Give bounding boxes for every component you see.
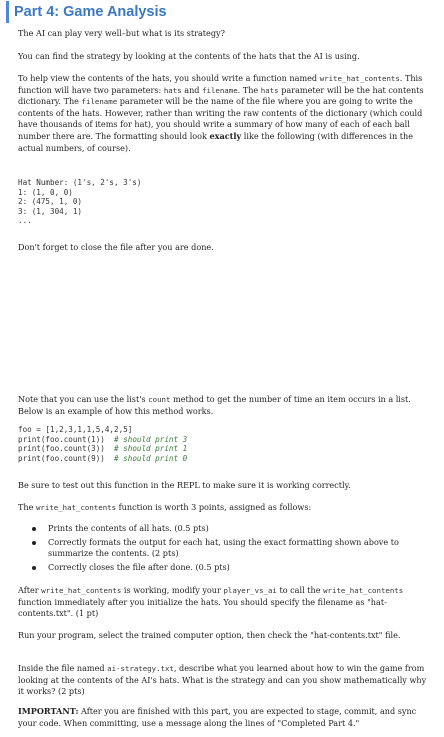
code-line: [18, 444, 187, 454]
close-file-paragraph: Don't forget to close the file after you are done.: [18, 242, 214, 252]
method-name: count: [148, 395, 171, 404]
sample-output-code: [18, 178, 141, 226]
text: , describe what you learned about how to win the game from looking at the contents of the AI's hats. What is the strategy and can you show mathematically why it works? (2 pts): [18, 663, 427, 697]
text: The: [18, 502, 34, 512]
text: Note that you can use the list's: [18, 394, 146, 404]
points-list: [18, 523, 428, 575]
text: to call the: [279, 585, 321, 595]
important-paragraph: [18, 706, 434, 729]
code-comment: # should print 0: [114, 453, 188, 463]
instructions-paragraph: [18, 73, 434, 154]
text: is working, modify your: [123, 585, 221, 595]
text: like the following (with differences in the actual numbers, of course).: [18, 130, 414, 153]
code-comment: # should print 3: [114, 434, 188, 444]
strategy-file-paragraph: [18, 663, 434, 698]
text: function immediately after you initialize the hats. You should specify the filename as "hat-contents.txt". (1 pt): [18, 596, 387, 619]
list-item-text: Correctly formats the output for each hat, using the exact formatting shown above to summarize the contents. (2 pts): [48, 536, 399, 559]
points-paragraph: [18, 502, 434, 514]
section-heading: Part 4: Game Analysis: [6, 1, 167, 23]
code: print(foo.count(9)): [18, 453, 105, 463]
file-name: ai-strategy.txt: [107, 664, 174, 673]
strategy-paragraph: You can find the strategy by looking at the contents of the hats that the AI is using.: [18, 51, 360, 61]
code-line: foo = [1,2,3,1,1,5,4,2,5]: [18, 425, 133, 434]
text: To help view the contents of the hats, you should write a function named: [18, 73, 318, 83]
list-item: [18, 562, 428, 574]
function-name: write_hat_contents: [319, 74, 400, 83]
bullet-icon: [32, 527, 36, 531]
code: print(foo.count(1)): [18, 434, 105, 444]
important-label: IMPORTANT:: [18, 706, 79, 716]
list-item: [18, 537, 428, 560]
function-name: player_vs_ai: [223, 586, 277, 595]
text: . This function will have two parameters:: [18, 73, 423, 95]
code-line: 1: (1, 0, 0): [18, 187, 73, 197]
list-item-text: Prints the contents of all hats. (0.5 pts): [48, 523, 209, 533]
param-name: filename: [81, 97, 118, 107]
param-name: hats: [260, 85, 279, 95]
text: . The: [237, 84, 259, 95]
text: Inside the file named: [18, 663, 105, 673]
example-code: [18, 425, 187, 463]
code-line: [18, 435, 187, 445]
code-line: ...: [18, 216, 32, 226]
text: and: [184, 84, 200, 95]
code-line: 3: (1, 304, 1): [18, 206, 83, 216]
text: parameter will be the hat contents dictionary. The: [18, 84, 424, 107]
count-method-paragraph: [18, 394, 434, 417]
param-name: filename: [202, 85, 238, 95]
list-item-text: Correctly closes the file after done. (0.5 pts): [48, 561, 230, 572]
text: After: [18, 585, 39, 595]
code-line: [18, 454, 187, 464]
text: parameter will be the name of the file where you are going to write the contents of the hats. However, rather than writing the raw contents of the dictionary (which could have thousands of items for hat), you should write a summary of how many of each of each ball number there are. The formatting should look: [18, 96, 423, 141]
run-paragraph: Run your program, select the trained computer option, then check the "hat-contents.txt" file.: [18, 630, 401, 640]
code-line: 2: (475, 1, 0): [18, 197, 83, 207]
function-name: write_hat_contents: [35, 503, 117, 512]
text: method to get the number of time an item occurs in a list. Below is an example of how this method works.: [18, 394, 411, 416]
function-name: write_hat_contents: [323, 586, 404, 595]
intro-paragraph: The AI can play very well–but what is its strategy?: [18, 28, 225, 38]
text: function is worth 3 points, assigned as follows:: [118, 502, 312, 512]
bullet-icon: [32, 566, 36, 570]
function-name: write_hat_contents: [41, 586, 122, 595]
modify-paragraph: [18, 585, 434, 620]
code: print(foo.count(3)): [18, 444, 105, 454]
bullet-icon: [32, 541, 36, 545]
code-comment: # should print 1: [114, 444, 188, 454]
text: After you are finished with this part, you are expected to stage, commit, and sync your code. When committing, use a message along the lines of "Completed Part 4.": [18, 706, 417, 728]
param-name: hats: [163, 85, 182, 95]
list-item: [18, 523, 428, 535]
code-line: Hat Number: (1's, 2's, 3's): [18, 178, 142, 187]
emphasis: exactly: [209, 130, 242, 141]
repl-paragraph: Be sure to test out this function in the REPL to make sure it is working correctly.: [18, 480, 351, 490]
